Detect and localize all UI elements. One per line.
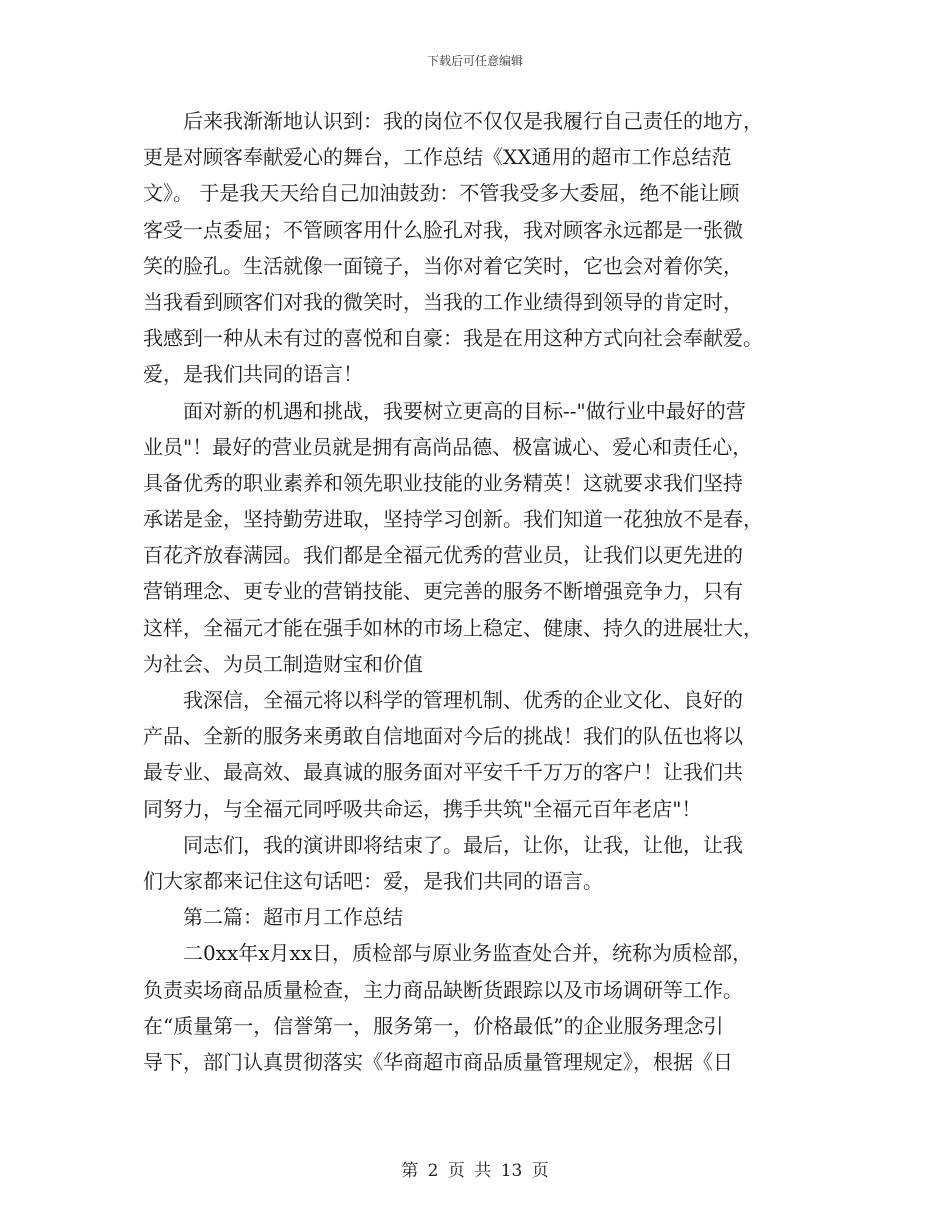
text-line: 具备优秀的职业素养和领先职业技能的业务精英！这就要求我们坚持 [143,470,743,495]
text-line: 们大家都来记住这句话吧：爱，是我们共同的语言。 [143,868,603,893]
text-line: 客受一点委屈；不管顾客用什么脸孔对我，我对顾客永远都是一张微 [143,217,743,242]
text-line: 更是对顾客奉献爱心的舞台，工作总结《XX通用的超市工作总结范 [143,145,732,170]
text-line: 当我看到顾客们对我的微笑时，当我的工作业绩得到领导的肯定时， [143,289,743,314]
text-line: 承诺是金，坚持勤劳进取，坚持学习创新。我们知道一花独放不是春， [143,507,763,532]
text-line: 这样，全福元才能在强手如林的市场上稳定、健康、持久的进展壮大， [143,615,763,640]
text-line: 产品、全新的服务来勇敢自信地面对今后的挑战！我们的队伍也将以 [143,724,743,749]
text-line: 二0xx年x月xx日，质检部与原业务监查处合并，统称为质检部， [143,941,753,966]
text-line: 爱，是我们共同的语言！ [143,362,363,387]
text-line: 我深信，全福元将以科学的管理机制、优秀的企业文化、良好的 [143,688,743,712]
text-line: 负责卖场商品质量检查，主力商品缺断货跟踪以及市场调研等工作。 [143,977,743,1002]
text-line: 营销理念、更专业的营销技能、更完善的服务不断增强竞争力，只有 [143,579,743,604]
text-line: 最专业、最高效、最真诚的服务面对平安千千万万的客户！让我们共 [143,760,743,785]
page-header: 下载后可任意编辑 [426,54,523,68]
section-heading: 第二篇：超市月工作总结 [143,905,403,930]
text-line: 业员"！最好的营业员就是拥有高尚品德、极富诚心、爱心和责任心， [143,434,753,459]
text-line: 同努力，与全福元同呼吸共命运，携手共筑"全福元百年老店"！ [143,796,702,821]
text-line: 文》。 于是我天天给自己加油鼓劲：不管我受多大委屈，绝不能让顾 [143,181,740,206]
page-number: 第 2 页 共 13 页 [401,1161,549,1181]
text-line: 后来我渐渐地认识到：我的岗位不仅仅是我履行自己责任的地方， [143,109,763,133]
text-line: 在“质量第一，信誉第一，服务第一，价格最低”的企业服务理念引 [143,1013,724,1038]
text-line: 面对新的机遇和挑战，我要树立更高的目标--"做行业中最好的营 [143,398,746,423]
text-line: 为社会、为员工制造财宝和价值 [143,651,423,676]
text-line: 同志们，我的演讲即将结束了。最后，让你，让我，让他，让我 [143,832,743,857]
text-line: 笑的脸孔。生活就像一面镜子，当你对着它笑时，它也会对着你笑， [143,253,743,278]
text-line: 我感到一种从未有过的喜悦和自豪：我是在用这种方式向社会奉献爱。 [143,326,763,351]
text-line: 导下，部门认真贯彻落实《华商超市商品质量管理规定》，根据《日 [143,1049,733,1074]
document-body [143,103,813,1080]
text-line: 百花齐放春满园。我们都是全福元优秀的营业员，让我们以更先进的 [143,543,743,568]
